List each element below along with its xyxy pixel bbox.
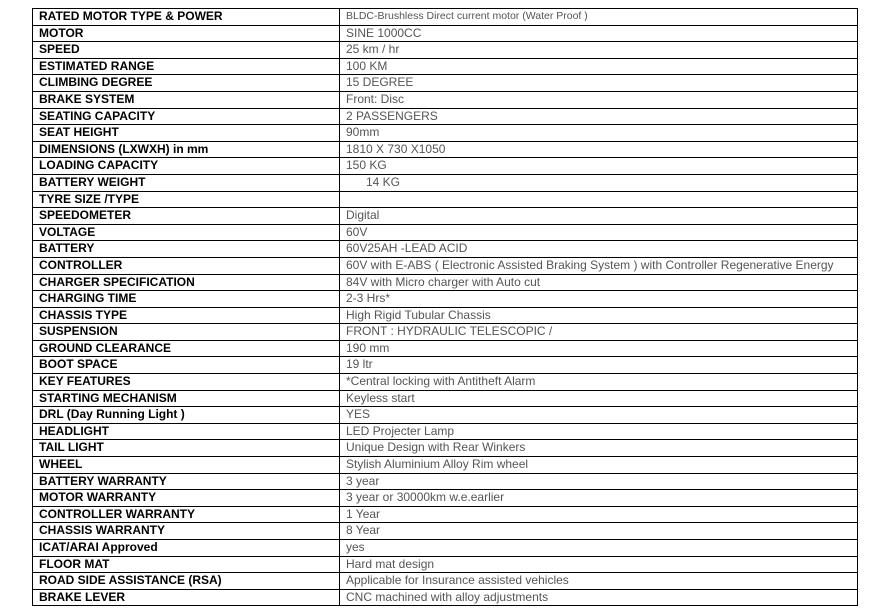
- table-row: [33, 423, 858, 440]
- table-row: [33, 589, 858, 606]
- spec-label: SPEED: [33, 42, 340, 59]
- table-row: [33, 257, 858, 274]
- spec-value: FRONT : HYDRAULIC TELESCOPIC /: [340, 324, 858, 341]
- table-row: [33, 58, 858, 75]
- spec-value: 14 KG: [340, 174, 858, 191]
- spec-label: KEY FEATURES: [33, 374, 340, 391]
- spec-value: *Central locking with Antitheft Alarm: [340, 374, 858, 391]
- table-row: [33, 473, 858, 490]
- spec-value: 150 KG: [340, 158, 858, 175]
- spec-value: Keyless start: [340, 390, 858, 407]
- spec-value: 15 DEGREE: [340, 75, 858, 92]
- spec-value: SINE 1000CC: [340, 25, 858, 42]
- spec-label: HEADLIGHT: [33, 423, 340, 440]
- table-row: [33, 340, 858, 357]
- spec-value: 2 PASSENGERS: [340, 108, 858, 125]
- spec-value: 25 km / hr: [340, 42, 858, 59]
- spec-label: CHARGER SPECIFICATION: [33, 274, 340, 291]
- table-row: [33, 573, 858, 590]
- spec-label: BATTERY WARRANTY: [33, 473, 340, 490]
- table-row: [33, 457, 858, 474]
- table-row: [33, 274, 858, 291]
- spec-label: DIMENSIONS (LXWXH) in mm: [33, 141, 340, 158]
- spec-value: Stylish Aluminium Alloy Rim wheel: [340, 457, 858, 474]
- spec-value: Hard mat design: [340, 556, 858, 573]
- table-row: [33, 141, 858, 158]
- spec-label: MOTOR WARRANTY: [33, 490, 340, 507]
- spec-label: SEATING CAPACITY: [33, 108, 340, 125]
- spec-table-body: [33, 9, 858, 606]
- spec-value: Applicable for Insurance assisted vehicles: [340, 573, 858, 590]
- spec-value: 190 mm: [340, 340, 858, 357]
- table-row: [33, 42, 858, 59]
- table-row: [33, 407, 858, 424]
- spec-value: Digital: [340, 208, 858, 225]
- spec-label: RATED MOTOR TYPE & POWER: [33, 9, 340, 26]
- spec-label: ICAT/ARAI Approved: [33, 540, 340, 557]
- spec-label: VOLTAGE: [33, 224, 340, 241]
- table-row: [33, 440, 858, 457]
- table-row: [33, 540, 858, 557]
- table-row: [33, 224, 858, 241]
- spec-label: CONTROLLER: [33, 257, 340, 274]
- spec-label: WHEEL: [33, 457, 340, 474]
- table-row: [33, 307, 858, 324]
- spec-value: 90mm: [340, 125, 858, 142]
- spec-label: BRAKE SYSTEM: [33, 91, 340, 108]
- table-row: [33, 490, 858, 507]
- spec-value: CNC machined with alloy adjustments: [340, 589, 858, 606]
- table-row: [33, 158, 858, 175]
- spec-label: STARTING MECHANISM: [33, 390, 340, 407]
- spec-value: 8 Year: [340, 523, 858, 540]
- spec-label: BRAKE LEVER: [33, 589, 340, 606]
- spec-value: 60V25AH -LEAD ACID: [340, 241, 858, 258]
- table-row: [33, 291, 858, 308]
- table-row: [33, 91, 858, 108]
- spec-table: [32, 8, 858, 606]
- table-row: [33, 25, 858, 42]
- spec-label: DRL (Day Running Light ): [33, 407, 340, 424]
- spec-label: TAIL LIGHT: [33, 440, 340, 457]
- spec-label: CLIMBING DEGREE: [33, 75, 340, 92]
- spec-value: 60V with E-ABS ( Electronic Assisted Braking System ) with Controller Regenerative Energy: [340, 257, 858, 274]
- table-row: [33, 374, 858, 391]
- table-row: [33, 108, 858, 125]
- table-row: [33, 357, 858, 374]
- table-row: [33, 556, 858, 573]
- table-row: [33, 523, 858, 540]
- spec-value: YES: [340, 407, 858, 424]
- spec-label: TYRE SIZE /TYPE: [33, 191, 340, 208]
- spec-value: 100 KM: [340, 58, 858, 75]
- spec-label: BATTERY WEIGHT: [33, 174, 340, 191]
- spec-label: LOADING CAPACITY: [33, 158, 340, 175]
- spec-value: Front: Disc: [340, 91, 858, 108]
- spec-label: MOTOR: [33, 25, 340, 42]
- spec-value: Unique Design with Rear Winkers: [340, 440, 858, 457]
- spec-label: BATTERY: [33, 241, 340, 258]
- spec-label: ROAD SIDE ASSISTANCE (RSA): [33, 573, 340, 590]
- spec-value: BLDC-Brushless Direct current motor (Water Proof ): [340, 9, 858, 26]
- spec-label: CHARGING TIME: [33, 291, 340, 308]
- table-row: [33, 191, 858, 208]
- spec-value: High Rigid Tubular Chassis: [340, 307, 858, 324]
- table-row: [33, 174, 858, 191]
- spec-value: 3 year or 30000km w.e.earlier: [340, 490, 858, 507]
- table-row: [33, 75, 858, 92]
- spec-label: SPEEDOMETER: [33, 208, 340, 225]
- spec-label: GROUND CLEARANCE: [33, 340, 340, 357]
- spec-label: SEAT HEIGHT: [33, 125, 340, 142]
- table-row: [33, 208, 858, 225]
- spec-label: SUSPENSION: [33, 324, 340, 341]
- table-row: [33, 390, 858, 407]
- spec-value: yes: [340, 540, 858, 557]
- table-row: [33, 9, 858, 26]
- table-row: [33, 324, 858, 341]
- spec-value: 1 Year: [340, 506, 858, 523]
- table-row: [33, 506, 858, 523]
- table-row: [33, 241, 858, 258]
- table-row: [33, 125, 858, 142]
- spec-value: 84V with Micro charger with Auto cut: [340, 274, 858, 291]
- spec-label: CONTROLLER WARRANTY: [33, 506, 340, 523]
- spec-value: 3 year: [340, 473, 858, 490]
- spec-label: CHASSIS WARRANTY: [33, 523, 340, 540]
- spec-value: 1810 X 730 X1050: [340, 141, 858, 158]
- spec-value: 19 ltr: [340, 357, 858, 374]
- spec-value: 60V: [340, 224, 858, 241]
- spec-value: [340, 191, 858, 208]
- spec-label: FLOOR MAT: [33, 556, 340, 573]
- spec-label: BOOT SPACE: [33, 357, 340, 374]
- spec-label: ESTIMATED RANGE: [33, 58, 340, 75]
- spec-label: CHASSIS TYPE: [33, 307, 340, 324]
- spec-value: 2-3 Hrs*: [340, 291, 858, 308]
- spec-value: LED Projecter Lamp: [340, 423, 858, 440]
